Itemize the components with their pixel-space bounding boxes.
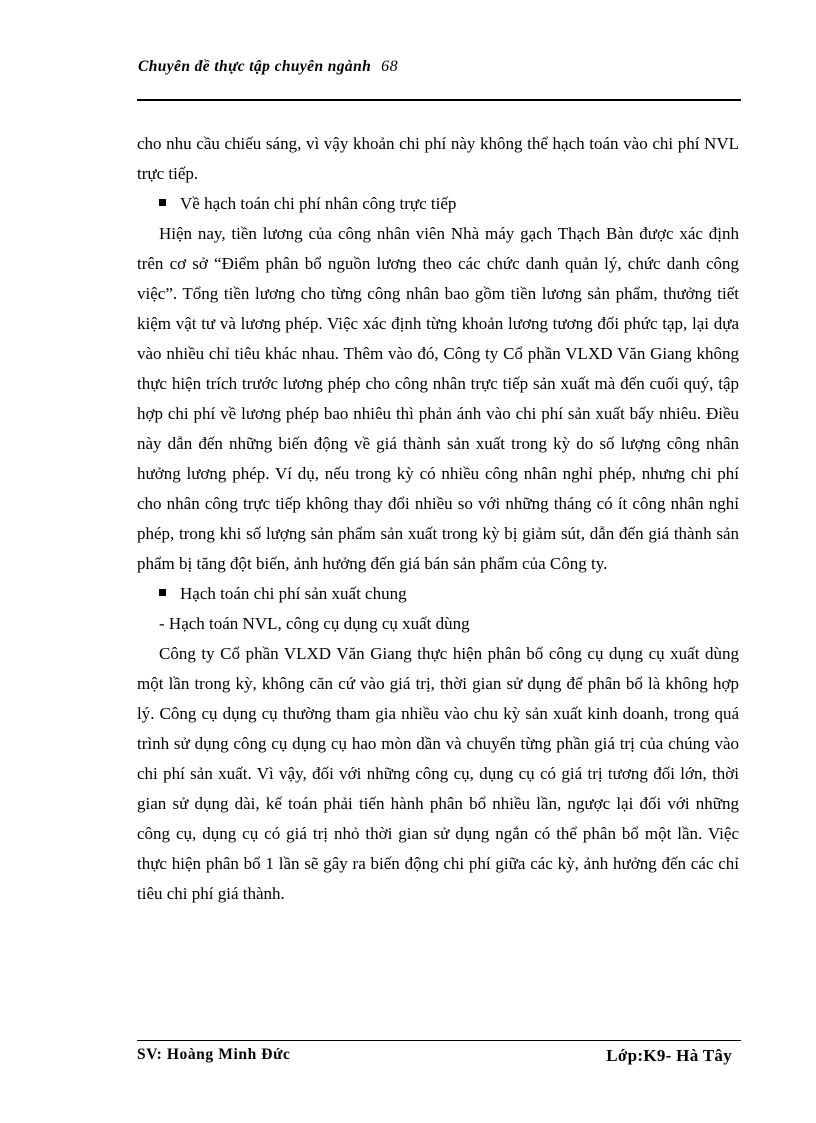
footer-divider [137, 1040, 741, 1041]
paragraph-1: cho nhu cầu chiếu sáng, vì vậy khoản chi phí này không thể hạch toán vào chi phí NVL trực tiếp. [137, 134, 739, 183]
paragraph-2: Hiện nay, tiền lương của công nhân viên Nhà máy gạch Thạch Bàn được xác định trên cơ sở “Điểm phân bổ nguồn lương theo các chức danh quản lý, chức danh công việc”. Tổng tiền lương cho từng công nhân bao gồm tiền lương sản phẩm, thưởng tiết kiệm vật tư và lương phép. Việc xác định từng khoản lương tương đối phức tạp, lại dựa vào nhiều chỉ tiêu khác nhau. Thêm vào đó, Công ty Cổ phần VLXD Văn Giang không thực hiện trích trước lương phép cho công nhân trực tiếp sản xuất mà đến cuối quý, tập hợp chi phí về lương phép bao nhiêu thì phản ánh vào chi phí sản xuất bấy nhiêu. Điều này dẫn đến những biến động về giá thành sản xuất trong kỳ do số lượng công nhân hưởng lương phép. Ví dụ, nếu trong kỳ có nhiều công nhân nghỉ phép, nhưng chi phí cho nhân công trực tiếp không thay đổi nhiều so với những tháng có ít công nhân nghỉ phép, trong khi số lượng sản phẩm sản xuất trong kỳ bị giảm sút, dẫn đến giá thành sản phẩm bị tăng đột biến, ảnh hưởng đến giá bán sản phẩm của Công ty. [137, 224, 739, 573]
bullet-item-2-text: Hạch toán chi phí sản xuất chung [180, 584, 407, 603]
footer-student: SV: Hoàng Minh Đức [137, 1046, 291, 1063]
document-body [137, 129, 739, 909]
header-divider [137, 99, 741, 101]
paragraph-3: - Hạch toán NVL, công cụ dụng cụ xuất dùng [159, 614, 470, 633]
bullet-item-2 [137, 579, 739, 609]
square-bullet-icon [159, 589, 166, 596]
bullet-item-1 [137, 189, 739, 219]
square-bullet-icon [159, 199, 166, 206]
header-title: Chuyên đề thực tập chuyên ngành [138, 58, 372, 75]
footer-class: Lớp:K9- Hà Tây [606, 1046, 732, 1065]
paragraph-4: Công ty Cổ phần VLXD Văn Giang thực hiện phân bổ công cụ dụng cụ xuất dùng một lần trong kỳ, không căn cứ vào giá trị, thời gian sử dụng để phân bổ là không hợp lý. Công cụ dụng cụ thường tham gia nhiều vào chu kỳ sản xuất kinh doanh, trong quá trình sử dụng công cụ dụng cụ hao mòn dần và chuyển từng phần giá trị của chúng vào chi phí sản xuất. Vì vậy, đối với những công cụ, dụng cụ có giá trị tương đối lớn, thời gian sử dụng dài, kế toán phải tiến hành phân bổ nhiều lần, ngược lại đối với những công cụ, dụng cụ có giá trị nhỏ thời gian sử dụng ngắn có thể phân bổ một lần. Việc thực hiện phân bổ 1 lần sẽ gây ra biến động chi phí giữa các kỳ, ảnh hưởng đến các chỉ tiêu chi phí giá thành. [137, 644, 739, 903]
page-header [138, 58, 740, 82]
bullet-item-1-text: Về hạch toán chi phí nhân công trực tiếp [180, 194, 457, 213]
page-number: 68 [381, 58, 399, 75]
